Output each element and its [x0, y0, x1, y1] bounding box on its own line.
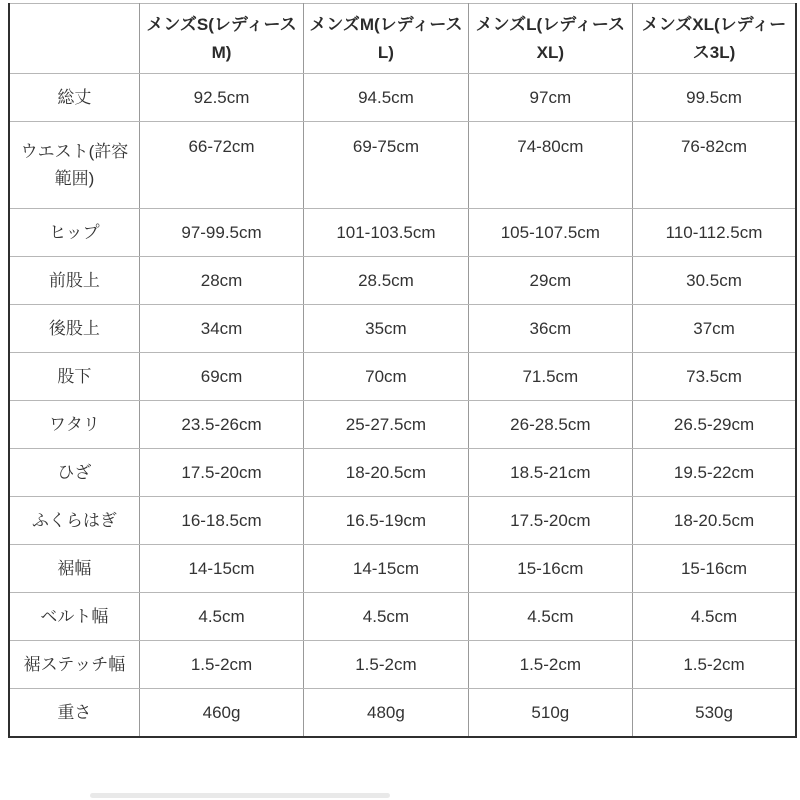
size-value: 15-16cm: [633, 545, 796, 593]
column-header: メンズXL(レディース3L): [633, 4, 796, 74]
table-row: [9, 209, 796, 257]
size-value: 14-15cm: [304, 545, 468, 593]
size-value: 69-75cm: [304, 122, 468, 209]
table-row: [9, 497, 796, 545]
size-value: 4.5cm: [304, 593, 468, 641]
size-value: 66-72cm: [139, 122, 303, 209]
row-label: ヒップ: [9, 209, 139, 257]
size-value: 460g: [139, 689, 303, 738]
size-value: 23.5-26cm: [139, 401, 303, 449]
size-value: 28.5cm: [304, 257, 468, 305]
row-label: ウエスト(許容範囲): [9, 122, 139, 209]
row-label: 前股上: [9, 257, 139, 305]
size-value: 94.5cm: [304, 74, 468, 122]
table-row: [9, 401, 796, 449]
horizontal-scrollbar-thumb[interactable]: [90, 793, 390, 798]
size-value: 1.5-2cm: [304, 641, 468, 689]
table-row: [9, 689, 796, 738]
size-value: 97cm: [468, 74, 632, 122]
row-label: ひざ: [9, 449, 139, 497]
size-value: 530g: [633, 689, 796, 738]
size-value: 17.5-20cm: [139, 449, 303, 497]
size-value: 17.5-20cm: [468, 497, 632, 545]
row-label: ベルト幅: [9, 593, 139, 641]
row-label: 股下: [9, 353, 139, 401]
row-label: 重さ: [9, 689, 139, 738]
size-value: 101-103.5cm: [304, 209, 468, 257]
size-chart-container: [8, 3, 797, 738]
size-value: 110-112.5cm: [633, 209, 796, 257]
size-value: 19.5-22cm: [633, 449, 796, 497]
row-label: 裾幅: [9, 545, 139, 593]
size-value: 1.5-2cm: [468, 641, 632, 689]
size-value: 1.5-2cm: [633, 641, 796, 689]
table-row: [9, 449, 796, 497]
column-header: メンズL(レディースXL): [468, 4, 632, 74]
size-value: 26.5-29cm: [633, 401, 796, 449]
row-label: 後股上: [9, 305, 139, 353]
size-value: 70cm: [304, 353, 468, 401]
size-value: 92.5cm: [139, 74, 303, 122]
table-row: [9, 257, 796, 305]
size-value: 36cm: [468, 305, 632, 353]
table-row: [9, 305, 796, 353]
size-value: 97-99.5cm: [139, 209, 303, 257]
size-value: 73.5cm: [633, 353, 796, 401]
row-label: ふくらはぎ: [9, 497, 139, 545]
size-value: 1.5-2cm: [139, 641, 303, 689]
size-value: 18-20.5cm: [633, 497, 796, 545]
size-value: 25-27.5cm: [304, 401, 468, 449]
header-row: [9, 4, 796, 74]
size-value: 480g: [304, 689, 468, 738]
size-value: 71.5cm: [468, 353, 632, 401]
size-value: 74-80cm: [468, 122, 632, 209]
table-row: [9, 641, 796, 689]
size-value: 4.5cm: [633, 593, 796, 641]
table-row: [9, 122, 796, 209]
corner-cell: [9, 4, 139, 74]
size-value: 16-18.5cm: [139, 497, 303, 545]
table-row: [9, 353, 796, 401]
size-chart-table: [8, 3, 797, 738]
size-value: 14-15cm: [139, 545, 303, 593]
size-value: 37cm: [633, 305, 796, 353]
size-value: 26-28.5cm: [468, 401, 632, 449]
column-header: メンズM(レディースL): [304, 4, 468, 74]
size-value: 30.5cm: [633, 257, 796, 305]
size-value: 4.5cm: [468, 593, 632, 641]
size-value: 4.5cm: [139, 593, 303, 641]
size-value: 29cm: [468, 257, 632, 305]
row-label: 総丈: [9, 74, 139, 122]
size-value: 99.5cm: [633, 74, 796, 122]
size-value: 18.5-21cm: [468, 449, 632, 497]
size-value: 18-20.5cm: [304, 449, 468, 497]
size-value: 510g: [468, 689, 632, 738]
size-value: 28cm: [139, 257, 303, 305]
size-value: 16.5-19cm: [304, 497, 468, 545]
size-value: 34cm: [139, 305, 303, 353]
size-value: 35cm: [304, 305, 468, 353]
table-row: [9, 545, 796, 593]
table-body: [9, 74, 796, 738]
size-value: 15-16cm: [468, 545, 632, 593]
row-label: ワタリ: [9, 401, 139, 449]
size-value: 69cm: [139, 353, 303, 401]
size-value: 105-107.5cm: [468, 209, 632, 257]
size-value: 76-82cm: [633, 122, 796, 209]
table-row: [9, 74, 796, 122]
table-row: [9, 593, 796, 641]
row-label: 裾ステッチ幅: [9, 641, 139, 689]
column-header: メンズS(レディースM): [139, 4, 303, 74]
